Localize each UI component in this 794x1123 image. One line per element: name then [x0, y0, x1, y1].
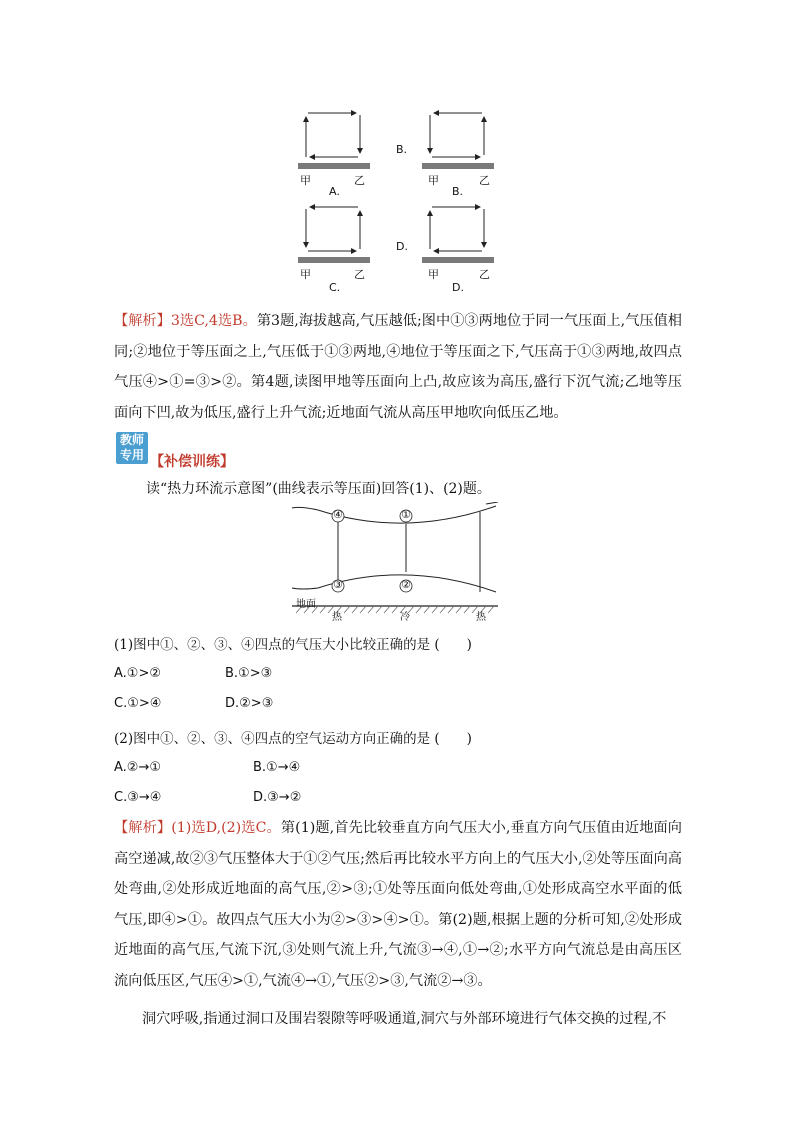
- analysis-2-answer: (1)选D,(2)选C。: [171, 820, 281, 836]
- analysis-paragraph-1: [114, 306, 682, 428]
- diagram-d-side-mark: D.: [396, 240, 408, 253]
- question-2-option-d[interactable]: D.③→②: [253, 790, 302, 805]
- point-3-label: ③: [333, 578, 343, 591]
- diagram-b-caption: B.: [452, 185, 464, 198]
- diagram-a: [298, 113, 370, 169]
- question-1-option-c[interactable]: C.①>④: [114, 696, 162, 711]
- diagram-a-left-label: 甲: [300, 174, 311, 187]
- teacher-only-badge: 教师 专用: [116, 432, 148, 464]
- analysis-paragraph-2: [114, 813, 682, 996]
- ground-label: 地面: [296, 599, 316, 610]
- question-2-option-b[interactable]: B.①→④: [253, 760, 301, 775]
- question-1-stem: (1)图中①、②、③、④四点的气压大小比较正确的是 ( ): [114, 637, 472, 653]
- analysis-tag: 【解析】: [114, 313, 171, 329]
- section-title: 【补偿训练】: [150, 454, 234, 470]
- diagram-d-caption: D.: [452, 281, 464, 294]
- analysis-2-tag: 【解析】: [114, 820, 172, 836]
- diagram-b-side-mark: B.: [396, 143, 408, 156]
- diagram-d-right-label: 乙: [479, 268, 490, 281]
- diagram-c: [298, 207, 370, 263]
- question-2-option-c[interactable]: C.③→④: [114, 790, 162, 805]
- question-2-option-a[interactable]: A.②→①: [114, 760, 161, 775]
- point-4-label: ④: [333, 508, 343, 521]
- diagram-c-caption: C.: [329, 281, 341, 294]
- point-1-label: ①: [401, 508, 411, 521]
- question-1-option-b[interactable]: B.①>③: [225, 666, 273, 681]
- diagram-c-right-label: 乙: [354, 268, 365, 281]
- analysis-text: 第3题,海拔越高,气压越低;图中①③两地位于同一气压面上,气压值相同;②地位于等压面之上,气压低于①③两地,④地位于等压面之下,气压高于①③两地,故四点气压④>①=③>②。第4题,读图甲地等压面向上凸,故应该为高压,盛行下沉气流;乙地等压面向下凹,故为低压,盛行上升气流;近地面气流从高压甲地吹向低压乙地。: [114, 313, 682, 421]
- closing-paragraph-start: 洞穴呼吸,指通过洞口及围岩裂隙等呼吸通道,洞穴与外部环境进行气体交换的过程,不: [142, 1011, 667, 1027]
- diagram-a-caption: A.: [329, 185, 340, 198]
- diagram-a-right-label: 乙: [354, 174, 365, 187]
- diagram-c-left-label: 甲: [300, 268, 311, 281]
- analysis-2-text: 第(1)题,首先比较垂直方向气压大小,垂直方向气压值由近地面向高空递减,故②③气压整体大于①②气压;然后再比较水平方向上的气压大小,②处等压面向高处弯曲,②处形成近地面的高气压,②>③;①处等压面向低处弯曲,①处形成高空水平面的低气压,即④>①。故四点气压大小为②>③>④>①。第(2)题,根据上题的分析可知,②处形成近地面的高气压,气流下沉,③处则气流上升,气流③→④,①→②;水平方向气流总是由高压区流向低压区,气压④>①,气流④→①,气压②>③,气流②→③。: [114, 820, 682, 989]
- cold-label: 冷: [400, 612, 410, 623]
- intro-text: 读“热力环流示意图”(曲线表示等压面)回答(1)、(2)题。: [146, 481, 491, 497]
- question-2-stem: (2)图中①、②、③、④四点的空气运动方向正确的是 ( ): [114, 731, 472, 747]
- diagram-d-left-label: 甲: [428, 268, 439, 281]
- options-diagrams: [290, 105, 500, 300]
- diagram-b-right-label: 乙: [479, 174, 490, 187]
- question-1-option-d[interactable]: D.②>③: [225, 696, 274, 711]
- thermal-circulation-diagram: [290, 502, 502, 620]
- question-1-option-a[interactable]: A.①>②: [114, 666, 161, 681]
- point-2-label: ②: [401, 578, 411, 591]
- analysis-answer: 3选C,4选B。: [170, 313, 257, 329]
- hot-left-label: 热: [332, 612, 342, 623]
- diagram-b-left-label: 甲: [428, 174, 439, 187]
- hot-right-label: 热: [476, 612, 486, 623]
- diagram-b: [422, 113, 494, 169]
- diagram-d: [422, 207, 494, 263]
